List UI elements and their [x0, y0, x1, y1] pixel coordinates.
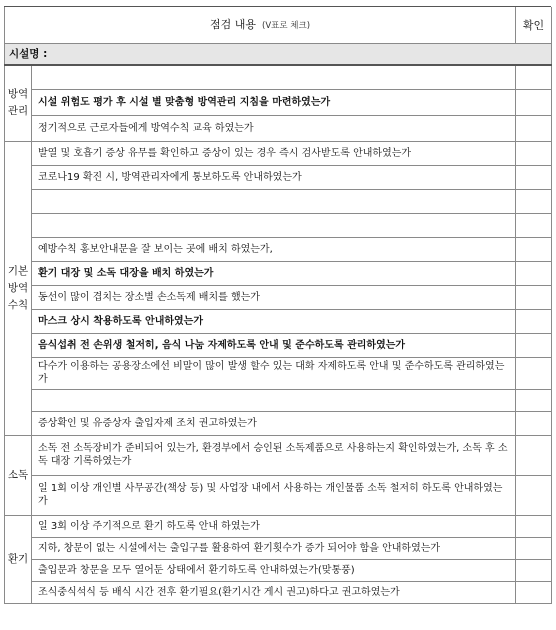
check-cell[interactable] — [516, 309, 552, 333]
header-check-cell: 확인 — [516, 7, 552, 44]
table-row — [5, 65, 552, 89]
item-cell: 지하, 창문이 없는 시설에서는 출입구를 활용하여 환기횟수가 증가 되어야 함을 안내하였는가 — [32, 537, 516, 559]
check-cell[interactable] — [516, 559, 552, 581]
table-row — [5, 189, 552, 213]
item-cell: 출입문과 창문을 모두 열어둔 상태에서 환기하도록 안내하였는가(맞통풍) — [32, 559, 516, 581]
item-cell — [32, 65, 516, 89]
check-cell[interactable] — [516, 357, 552, 389]
item-cell: 일 1회 이상 개인별 사무공간(책상 등) 및 사업장 내에서 사용하는 개인물품 소독 철저히 하도록 안내하였는가 — [32, 475, 516, 515]
item-cell: 동선이 많이 겹치는 장소별 손소독제 배치를 했는가 — [32, 285, 516, 309]
check-cell[interactable] — [516, 435, 552, 475]
checklist-sheet — [4, 6, 551, 604]
header-title: 점검 내용 — [210, 17, 257, 31]
item-cell — [32, 213, 516, 237]
category-cell-basic — [5, 141, 32, 435]
item-cell: 음식섭취 전 손위생 철저히, 음식 나눔 자제하도록 안내 및 준수하도록 관리하였는가 — [32, 333, 516, 357]
item-cell: 증상확인 및 유증상자 출입자제 조치 권고하였는가 — [32, 411, 516, 435]
table-row — [5, 115, 552, 141]
category-label: 소독 — [7, 468, 29, 481]
table-row — [5, 237, 552, 261]
checklist-table — [4, 7, 552, 604]
item-cell: 발열 및 호흡기 증상 유무를 확인하고 증상이 있는 경우 즉시 검사받도록 안내하였는가 — [32, 141, 516, 165]
check-cell[interactable] — [516, 115, 552, 141]
check-cell[interactable] — [516, 389, 552, 411]
check-cell[interactable] — [516, 141, 552, 165]
table-row — [5, 213, 552, 237]
table-row — [5, 357, 552, 389]
category-label: 방역 관리 — [7, 88, 29, 118]
check-cell[interactable] — [516, 65, 552, 89]
check-cell[interactable] — [516, 237, 552, 261]
item-cell: 조식중식석식 등 배식 시간 전후 환기필요(환기시간 게시 권고)하다고 권고하였는가 — [32, 581, 516, 603]
item-cell — [32, 189, 516, 213]
table-row — [5, 475, 552, 515]
item-cell: 예방수칙 홍보안내문을 잘 보이는 곳에 배치 하였는가, — [32, 237, 516, 261]
category-cell-bangyeok — [5, 65, 32, 141]
check-cell[interactable] — [516, 285, 552, 309]
header-row — [5, 7, 552, 44]
item-cell: 환기 대장 및 소독 대장을 배치 하였는가 — [32, 261, 516, 285]
header-hint: (V표로 체크) — [262, 20, 311, 31]
check-cell[interactable] — [516, 213, 552, 237]
category-label: 환기 — [7, 552, 29, 565]
check-cell[interactable] — [516, 261, 552, 285]
facility-label: 시설명 : — [5, 44, 552, 66]
check-cell[interactable] — [516, 333, 552, 357]
table-row — [5, 141, 552, 165]
table-row — [5, 309, 552, 333]
table-row — [5, 285, 552, 309]
check-cell[interactable] — [516, 411, 552, 435]
item-cell: 다수가 이용하는 공용장소에선 비말이 많이 발생 할수 있는 대화 자제하도록 안내 및 준수하도록 관리하였는가 — [32, 357, 516, 389]
table-row — [5, 435, 552, 475]
item-cell — [32, 389, 516, 411]
category-cell-ventilation — [5, 515, 32, 603]
item-cell: 소독 전 소독장비가 준비되어 있는가, 환경부에서 승인된 소독제품으로 사용하는지 확인하였는가, 소독 후 소독 대장 기록하였는가 — [32, 435, 516, 475]
item-cell: 시설 위험도 평가 후 시설 별 맞춤형 방역관리 지침을 마련하였는가 — [32, 89, 516, 115]
table-row — [5, 559, 552, 581]
table-row — [5, 333, 552, 357]
item-cell: 코로나19 확진 시, 방역관리자에게 통보하도록 안내하였는가 — [32, 165, 516, 189]
item-cell: 일 3회 이상 주기적으로 환기 하도록 안내 하였는가 — [32, 515, 516, 537]
item-cell: 마스크 상시 착용하도록 안내하였는가 — [32, 309, 516, 333]
check-cell[interactable] — [516, 515, 552, 537]
facility-row — [5, 44, 552, 66]
item-cell: 정기적으로 근로자들에게 방역수칙 교육 하였는가 — [32, 115, 516, 141]
check-cell[interactable] — [516, 165, 552, 189]
category-label: 기본 방역 수칙 — [7, 264, 29, 311]
table-row — [5, 411, 552, 435]
check-cell[interactable] — [516, 475, 552, 515]
table-row — [5, 165, 552, 189]
table-row — [5, 89, 552, 115]
table-row — [5, 581, 552, 603]
check-cell[interactable] — [516, 189, 552, 213]
table-row — [5, 537, 552, 559]
table-row — [5, 261, 552, 285]
check-cell[interactable] — [516, 581, 552, 603]
table-row — [5, 515, 552, 537]
check-cell[interactable] — [516, 537, 552, 559]
category-cell-disinfect — [5, 435, 32, 515]
check-cell[interactable] — [516, 89, 552, 115]
table-row — [5, 389, 552, 411]
header-content-cell — [5, 7, 516, 44]
